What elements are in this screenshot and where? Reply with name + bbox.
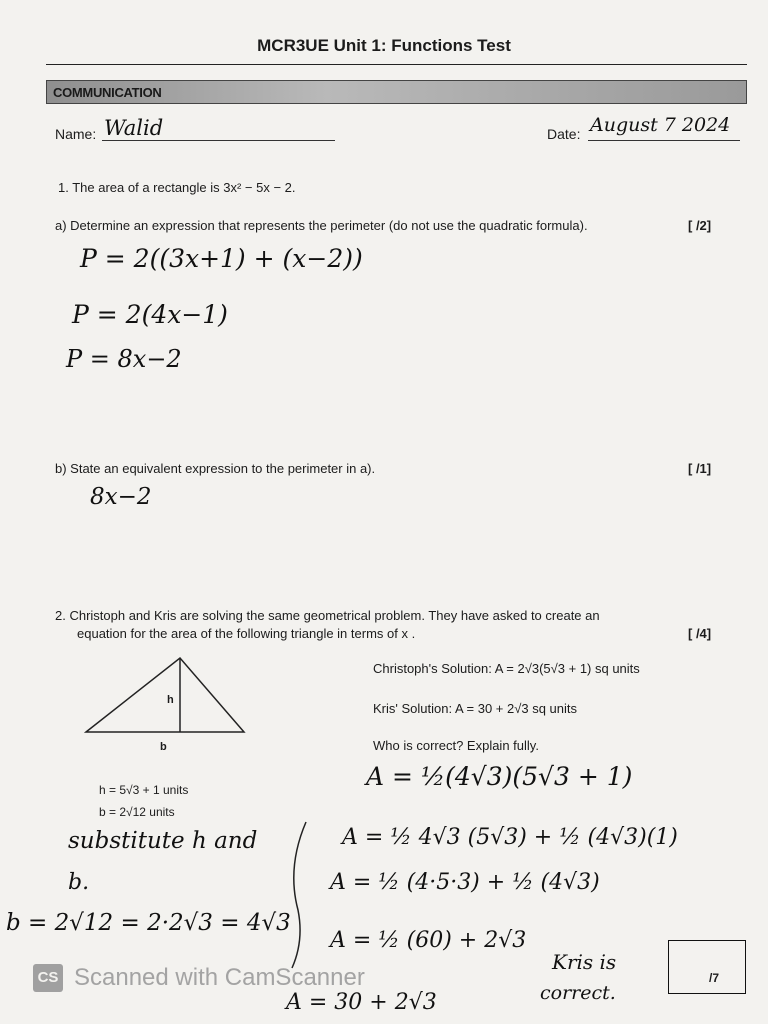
q2-work-left-2: b. <box>68 870 90 895</box>
camscanner-logo: CS <box>33 964 63 992</box>
section-banner <box>46 80 747 104</box>
q2-work-right-3: A = ½ (4·5·3) + ½ (4√3) <box>330 870 600 895</box>
q2-stem-line-1: 2. Christoph and Kris are solving the same geometrical problem. They have asked to create an <box>55 608 600 623</box>
date-value: August 7 2024 <box>590 114 731 136</box>
q1a-work-line-3: P = 8x−2 <box>66 345 182 373</box>
triangle-outline <box>86 658 244 732</box>
q1a-prompt: a) Determine an expression that represents the perimeter (do not use the quadratic formula). <box>55 218 588 233</box>
q2-question: Who is correct? Explain fully. <box>373 738 539 753</box>
label-h: h <box>167 694 174 706</box>
q2-marks: [ /4] <box>688 626 712 641</box>
score-box <box>668 940 746 994</box>
page-title: MCR3UE Unit 1: Functions Test <box>257 36 511 55</box>
q1b-work: 8x−2 <box>90 484 152 510</box>
q1a-marks: [ /2] <box>688 218 712 233</box>
q2-work-left-1: substitute h and <box>68 828 258 854</box>
q2-conclusion-2: correct. <box>540 982 616 1004</box>
q1a-work-line-2: P = 2(4x−1) <box>72 300 228 329</box>
q2-work-left-4: A = 30 + 2√3 <box>286 990 437 1015</box>
q2-conclusion-1: Kris is <box>552 950 617 974</box>
christoph-solution: Christoph's Solution: A = 2√3(5√3 + 1) sq units <box>373 661 640 676</box>
given-b: b = 2√12 units <box>99 805 175 819</box>
q1-stem: 1. The area of a rectangle is 3x² − 5x − 2. <box>58 180 296 195</box>
q2-work-left-3: b = 2√12 = 2·2√3 = 4√3 <box>6 910 291 936</box>
triangle-diagram <box>84 654 248 738</box>
section-label: COMMUNICATION <box>53 85 162 100</box>
name-value: Walid <box>104 116 164 140</box>
work-divider-stroke <box>284 820 314 970</box>
label-b: b <box>160 741 167 753</box>
total-marks: /7 <box>709 971 720 985</box>
q1b-prompt: b) State an equivalent expression to the perimeter in a). <box>55 461 376 476</box>
watermark-text: Scanned with CamScanner <box>74 964 365 991</box>
title-rule <box>46 64 747 65</box>
kris-solution: Kris' Solution: A = 30 + 2√3 sq units <box>373 701 578 716</box>
name-label: Name: <box>55 126 97 142</box>
q2-work-right-4: A = ½ (60) + 2√3 <box>330 928 527 953</box>
given-h: h = 5√3 + 1 units <box>99 783 189 797</box>
q1b-marks: [ /1] <box>688 461 712 476</box>
date-line <box>588 140 740 141</box>
q2-work-right-1: A = ½(4√3)(5√3 + 1) <box>366 762 633 791</box>
q2-work-right-2: A = ½ 4√3 (5√3) + ½ (4√3)(1) <box>342 825 678 850</box>
q2-stem-line-2: equation for the area of the following triangle in terms of x . <box>77 626 416 641</box>
date-label: Date: <box>547 126 581 142</box>
q1a-work-line-1: P = 2((3x+1) + (x−2)) <box>80 244 363 273</box>
name-line <box>102 140 335 141</box>
